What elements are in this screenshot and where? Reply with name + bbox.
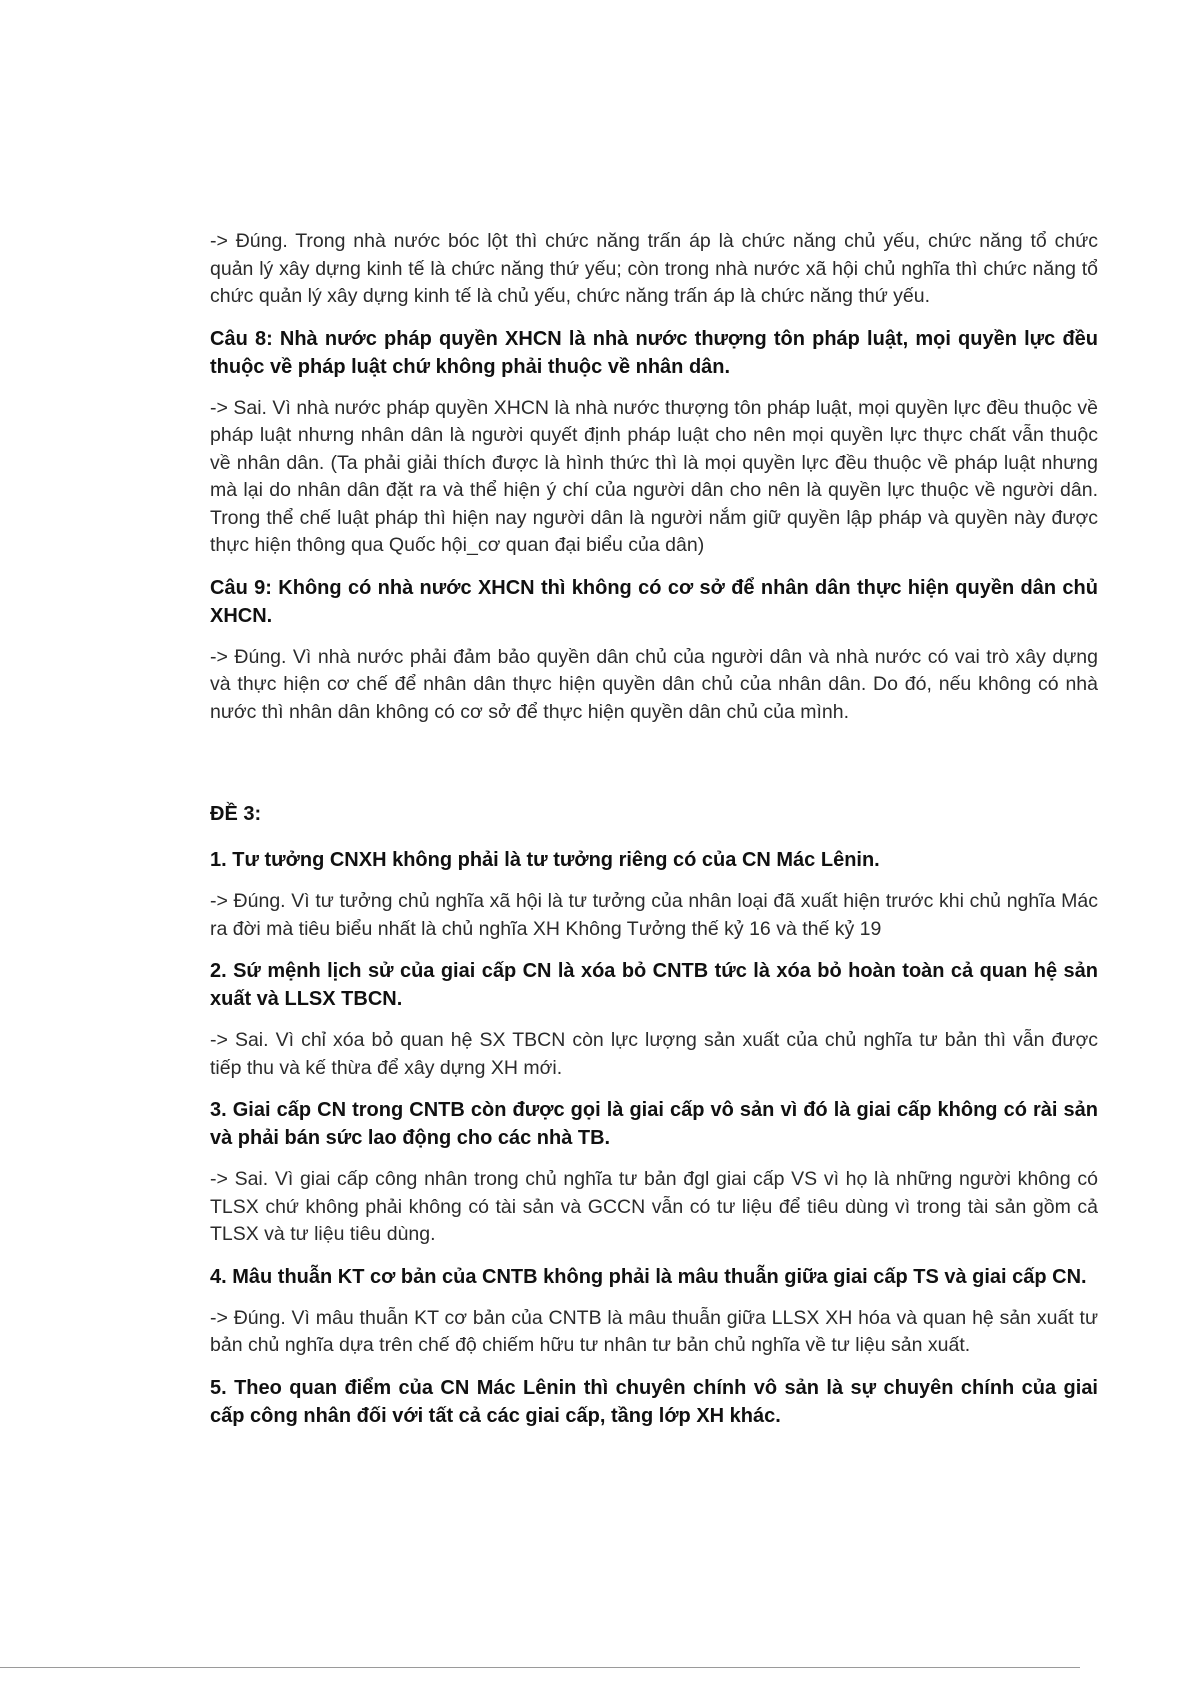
document-page xyxy=(210,228,1098,1444)
question-de3-3: 3. Giai cấp CN trong CNTB còn được gọi là giai cấp vô sản vì đó là giai cấp không có rài sản và phải bán sức lao động cho các nhà TB. xyxy=(210,1099,1098,1149)
answer-9: -> Đúng. Vì nhà nước phải đảm bảo quyền dân chủ của người dân và nhà nước có vai trò xây dựng và thực hiện cơ chế để nhân dân thực hiện quyền dân chủ của nhân dân. Do đó, nếu không có nhà nước thì nhân dân không có cơ sở để thực hiện quyền dân chủ của mình. xyxy=(210,645,1098,723)
answer-de3-1: -> Đúng. Vì tư tưởng chủ nghĩa xã hội là tư tưởng của nhân loại đã xuất hiện trước khi chủ nghĩa Mác ra đời mà tiêu biểu nhất là chủ nghĩa XH Không Tưởng thế kỷ 16 và thế kỷ 19 xyxy=(210,890,1098,940)
section-title-de-3: ĐỀ 3: xyxy=(210,803,262,825)
section-spacer xyxy=(210,740,1098,800)
answer-de3-2: -> Sai. Vì chỉ xóa bỏ quan hệ SX TBCN còn lực lượng sản xuất của chủ nghĩa tư bản thì vẫn được tiếp thu và kế thừa để xây dựng XH mới. xyxy=(210,1029,1098,1079)
answer-prev: -> Đúng. Trong nhà nước bóc lột thì chức năng trấn áp là chức năng chủ yếu, chức năng tổ chức quản lý xây dựng kinh tế là chức năng thứ yếu; còn trong nhà nước xã hội chủ nghĩa thì chức năng tổ chức quản lý xây dựng kinh tế là chủ yếu, chức năng trấn áp là chức năng thứ yếu. xyxy=(210,230,1098,307)
question-de3-4: 4. Mâu thuẫn KT cơ bản của CNTB không phải là mâu thuẫn giữa giai cấp TS và giai cấp CN. xyxy=(210,1265,1087,1288)
answer-8: -> Sai. Vì nhà nước pháp quyền XHCN là nhà nước thượng tôn pháp luật, mọi quyền lực đều thuộc về pháp luật nhưng nhân dân là người quyết định pháp luật cho nên mọi quyền lực thực chất vẫn thuộc về nhân dân. (Ta phải giải thích được là hình thức thì là mọi quyền lực đều thuộc về pháp luật nhưng mà lại do nhân dân đặt ra và thể hiện ý chí của người dân cho nên là quyền lực thuộc về người dân. Trong thể chế luật pháp thì hiện nay người dân là người nắm giữ quyền lập pháp và quyền này được thực hiện thông qua Quốc hội_cơ quan đại biểu của dân) xyxy=(210,396,1098,556)
question-8: Câu 8: Nhà nước pháp quyền XHCN là nhà nước thượng tôn pháp luật, mọi quyền lực đều thuộc về pháp luật chứ không phải thuộc về nhân dân. xyxy=(210,327,1098,378)
question-de3-2: 2. Sứ mệnh lịch sử của giai cấp CN là xóa bỏ CNTB tức là xóa bỏ hoàn toàn cả quan hệ sản xuất và LLSX TBCN. xyxy=(210,960,1098,1010)
question-de3-1: 1. Tư tưởng CNXH không phải là tư tưởng riêng có của CN Mác Lênin. xyxy=(210,849,880,871)
question-9: Câu 9: Không có nhà nước XHCN thì không có cơ sở để nhân dân thực hiện quyền dân chủ XHCN. xyxy=(210,576,1098,627)
question-de3-5: 5. Theo quan điểm của CN Mác Lênin thì chuyên chính vô sản là sự chuyên chính của giai cấp công nhân đối với tất cả các giai cấp, tầng lớp XH khác. xyxy=(210,1376,1098,1427)
answer-de3-3: -> Sai. Vì giai cấp công nhân trong chủ nghĩa tư bản đgl giai cấp VS vì họ là những người không có TLSX chứ không phải không có tài sản và GCCN vẫn có tư liệu để tiêu dùng vì trong tài sản gồm cả TLSX và tư liệu tiêu dùng. xyxy=(210,1168,1098,1245)
answer-de3-4: -> Đúng. Vì mâu thuẫn KT cơ bản của CNTB là mâu thuẫn giữa LLSX XH hóa và quan hệ sản xuất tư bản chủ nghĩa dựa trên chế độ chiếm hữu tư nhân tư bản chủ nghĩa về tư liệu sản xuất. xyxy=(210,1306,1098,1356)
footer-rule xyxy=(0,1667,1080,1668)
